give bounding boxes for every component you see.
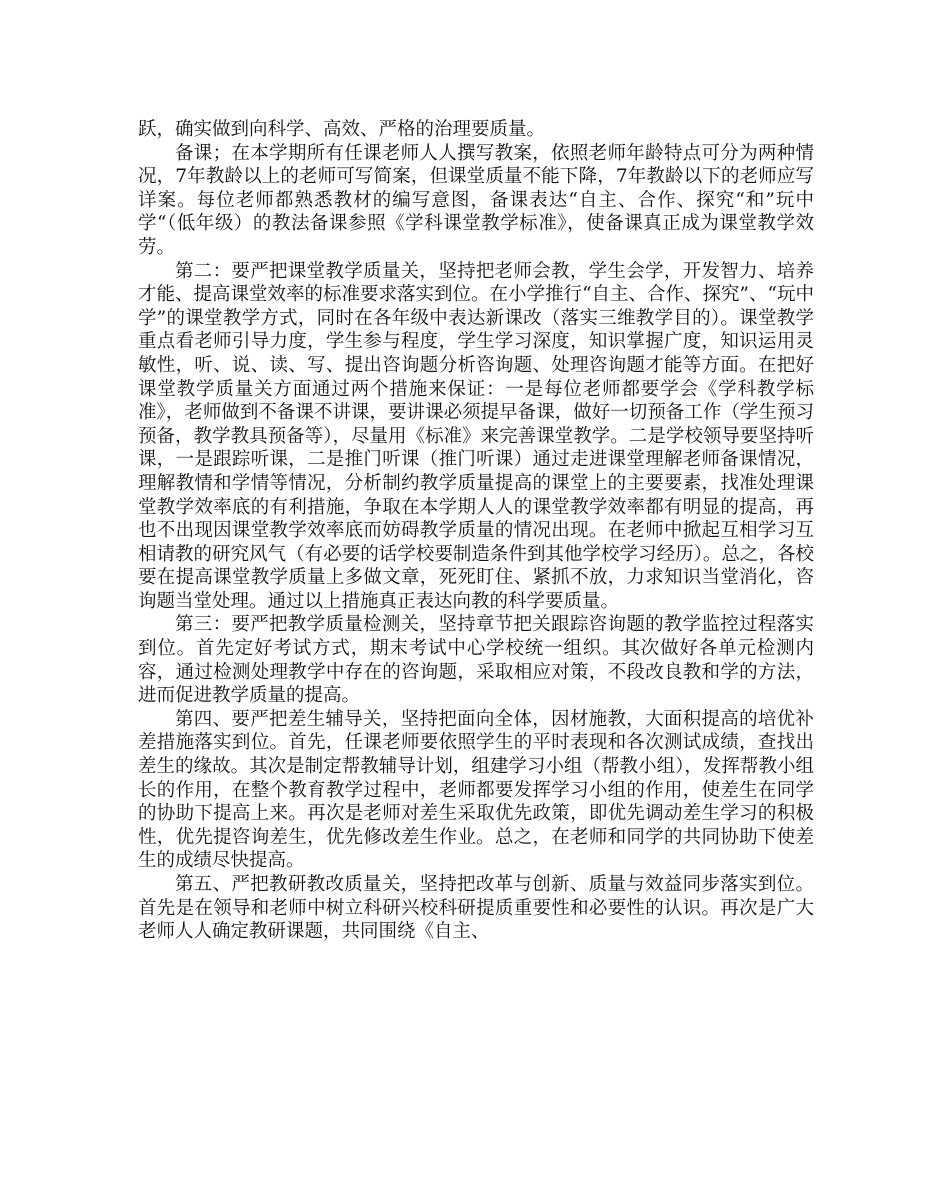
paragraph-quality-testing: 第三：要严把教学质量检测关，坚持章节把关跟踪咨询题的教学监控过程落实到位。首先定好考试方式，期末考试中心学校统一组织。其次做好各单元检测内容，通过检测处理教学中存在的咨询题，采取相应对策，不段改良教和学的方法，进而促进教学质量的提高。	[138, 614, 814, 707]
paragraph-teaching-research: 第五、严把教研教改质量关，坚持把改革与创新、质量与效益同步落实到位。首先是在领导和老师中树立科研兴校科研提质重要性和必要性的认识。再次是广大老师人人确定教研课题，共同围绕《自主、	[138, 874, 814, 943]
paragraph-remedial-tutoring: 第四、要严把差生辅导关，坚持把面向全体，因材施教，大面积提高的培优补差措施落实到位。首先，任课老师要依照学生的平时表现和各次测试成绩，查找出差生的缘故。其次是制定帮教辅导计划，组建学习小组（帮教小组），发挥帮教小组长的作用，在整个教育教学过程中，老师都要发挥学习小组的作用，使差生在同学的协助下提高上来。再次是老师对差生采取优先政策，即优先调动差生学习的积极性，优先提咨询差生，优先修改差生作业。总之，在老师和同学的共同协助下使差生的成绩尽快提高。	[138, 708, 814, 872]
paragraph-lesson-prep: 备课；在本学期所有任课老师人人撰写教案，依照老师年龄特点可分为两种情况，7年教龄以上的老师可写简案，但课堂质量不能下降，7年教龄以下的老师应写详案。每位老师都熟悉教材的编写意图，备课表达“自主、合作、探究“和”玩中学“（低年级）的教法备课参照《学科课堂教学标准》，使备课真正成为课堂教学效劳。	[138, 142, 814, 258]
paragraph-continuation: 跃，确实做到向科学、高效、严格的治理要质量。	[138, 119, 546, 140]
paragraph-classroom-quality: 第二：要严把课堂教学质量关，坚持把老师会教，学生会学，开发智力、培养才能、提高课堂效率的标准要求落实到位。在小学推行“自主、合作、探究”、“玩中学”的课堂教学方式，同时在各年级中表达新课改（落实三维教学目的）。课堂教学重点看老师引导力度，学生参与程度，学生学习深度，知识掌握广度，知识运用灵敏性，听、说、读、写、提出咨询题分析咨询题、处理咨询题才能等方面。在把好课堂教学质量关方面通过两个措施来保证：一是每位老师都要学会《学科教学标准》，老师做到不备课不讲课，要讲课必须提早备课，做好一切预备工作（学生预习预备，教学教具预备等），尽量用《标准》来完善课堂教学。二是学校领导要坚持听课，一是跟踪听课，二是推门听课（推门听课）通过走进课堂理解老师备课情况，理解教情和学情等情况，分析制约教学质量提高的课堂上的主要要素，找准处理课堂教学效率底的有利措施，争取在本学期人人的课堂教学效率都有明显的提高，再也不出现因课堂教学效率底而妨碍教学质量的情况出现。在老师中掀起互相学习互相请教的研究风气（有必要的话学校要制造条件到其他学校学习经历）。总之，各校要在提高课堂教学质量上多做文章，死死盯住、紧抓不放，力求知识当堂消化，咨询题当堂处理。通过以上措施真正表达向教的科学要质量。	[138, 260, 814, 612]
document-body	[138, 118, 814, 944]
